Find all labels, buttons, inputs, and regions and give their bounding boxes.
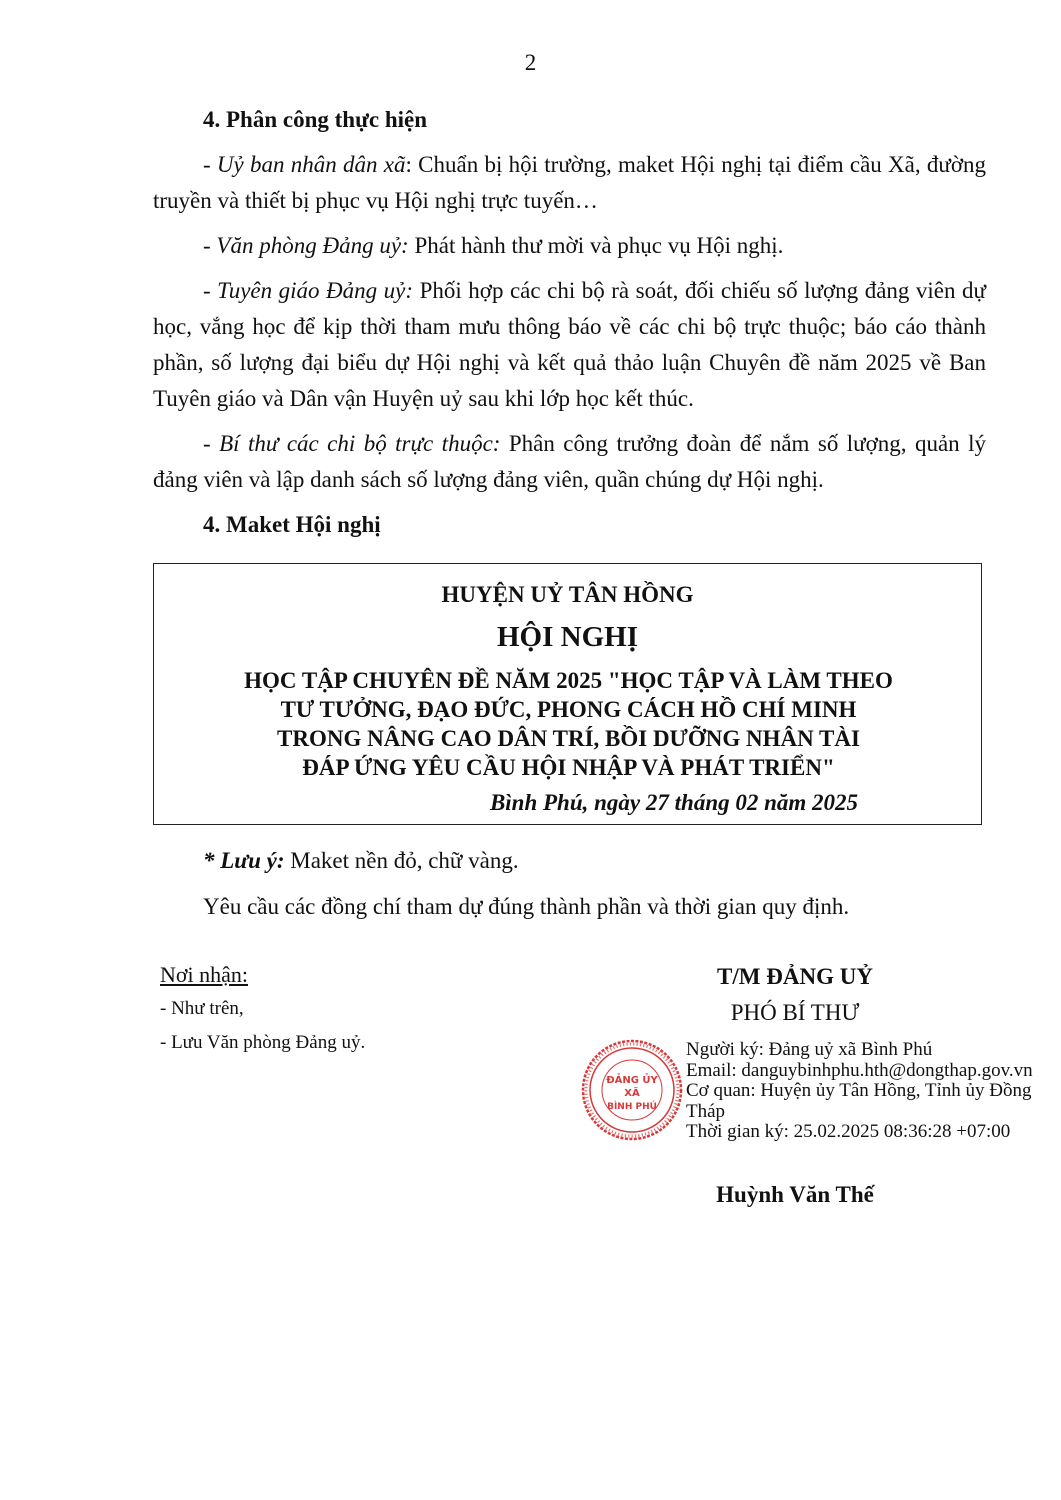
assignment-item-commune-committee: - Uỷ ban nhân dân xã: Chuẩn bị hội trường, maket Hội nghị tại điểm cầu Xã, đường truyền và thiết bị phục vụ Hội nghị trực tuyến… — [153, 152, 987, 213]
sig-info-line: Người ký: Đảng uỷ xã Bình Phú — [686, 1039, 933, 1060]
note-text: Maket nền đỏ, chữ vàng. — [290, 848, 519, 873]
page-number: 2 — [524, 50, 537, 75]
assignment-text: Chuẩn bị hội trường, maket Hội nghị tại điểm cầu Xã, đường truyền và thiết bị phục vụ Hội nghị trực tuyến… — [153, 152, 987, 213]
assignment-role: - Uỷ ban nhân dân xã — [203, 152, 406, 177]
assignment-role: - Bí thư các chi bộ trực thuộc: — [203, 431, 501, 456]
signer-name: Huỳnh Văn Thế — [716, 1182, 874, 1207]
assignment-role: - Tuyên giáo Đảng uỷ: — [203, 278, 414, 303]
maket-title: HỘI NGHỊ — [497, 621, 638, 653]
assignment-item-party-cell-secretaries — [153, 426, 986, 498]
maket-heading: 4. Maket Hội nghị — [203, 512, 381, 537]
assignment-text: Phát hành thư mời và phục vụ Hội nghị. — [414, 233, 784, 258]
sig-info-line: Thời gian ký: 25.02.2025 08:36:28 +07:00 — [686, 1121, 1011, 1142]
recipients-block — [160, 962, 365, 1060]
recipients-title: Nơi nhận: — [160, 962, 249, 987]
signature-role: PHÓ BÍ THƯ — [730, 1000, 860, 1025]
maket-box — [153, 563, 982, 825]
maket-org: HUYỆN UỶ TÂN HỒNG — [441, 582, 694, 607]
maket-topic-line: ĐÁP ỨNG YÊU CẦU HỘI NHẬP VÀ PHÁT TRIỂN" — [302, 755, 835, 780]
assignment-section — [153, 102, 986, 552]
seal-text-line: XÃ — [624, 1088, 640, 1099]
seal-text-line: BÌNH PHÚ — [607, 1102, 657, 1112]
assignment-text: Phân công trưởng đoàn để nắm số lượng, quản lý đảng viên và lập danh sách số lượng đảng viên, quần chúng dự Hội nghị. — [153, 431, 986, 492]
sig-info-line: Cơ quan: Huyện ủy Tân Hồng, Tỉnh ủy Đồng — [686, 1080, 1032, 1101]
sig-info-line: Tháp — [686, 1100, 726, 1122]
note — [203, 843, 519, 879]
maket-topic-line: TRONG NÂNG CAO DÂN TRÍ, BỒI DƯỠNG NHÂN TÀI — [277, 726, 860, 751]
assignment-role: - Văn phòng Đảng uỷ: — [203, 233, 409, 258]
assignment-item-propaganda — [153, 273, 986, 417]
maket-topic-line: TƯ TƯỞNG, ĐẠO ĐỨC, PHONG CÁCH HỒ CHÍ MINH — [280, 697, 857, 722]
note-label: * Lưu ý: — [203, 848, 285, 873]
sig-info-line: Email: danguybinhphu.hth@dongthap.gov.vn — [686, 1059, 1033, 1081]
recipient-item: - Như trên, — [160, 998, 244, 1019]
party-seal-icon — [580, 1038, 684, 1142]
recipient-item: - Lưu Văn phòng Đảng uỷ. — [160, 1032, 366, 1053]
request-text: Yêu cầu các đồng chí tham dự đúng thành phần và thời gian quy định. — [203, 894, 850, 919]
maket-topic — [194, 666, 943, 782]
assignment-heading: 4. Phân công thực hiện — [203, 107, 428, 132]
maket-date: Bình Phú, ngày 27 tháng 02 năm 2025 — [489, 790, 859, 815]
assignment-text: Phối hợp các chi bộ rà soát, đối chiếu số lượng đảng viên dự học, vắng học để kịp thời tham mưu thông báo về các chi bộ trực thuộc; báo cáo thành phần, số lượng đại biểu dự Hội nghị và kết quả thảo luận Chuyên đề năm 2025 về Ban Tuyên giáo và Dân vận Huyện uỷ sau khi lớp học kết thúc. — [153, 278, 987, 411]
maket-topic-line: HỌC TẬP CHUYÊN ĐỀ NĂM 2025 "HỌC TẬP VÀ LÀM THEO — [244, 668, 893, 693]
digital-signature-info — [686, 1040, 1061, 1143]
signature-org: T/M ĐẢNG UỶ — [717, 964, 873, 989]
assignment-item-party-office — [153, 228, 986, 264]
seal-text-line: ĐẢNG ỦY — [606, 1075, 658, 1086]
